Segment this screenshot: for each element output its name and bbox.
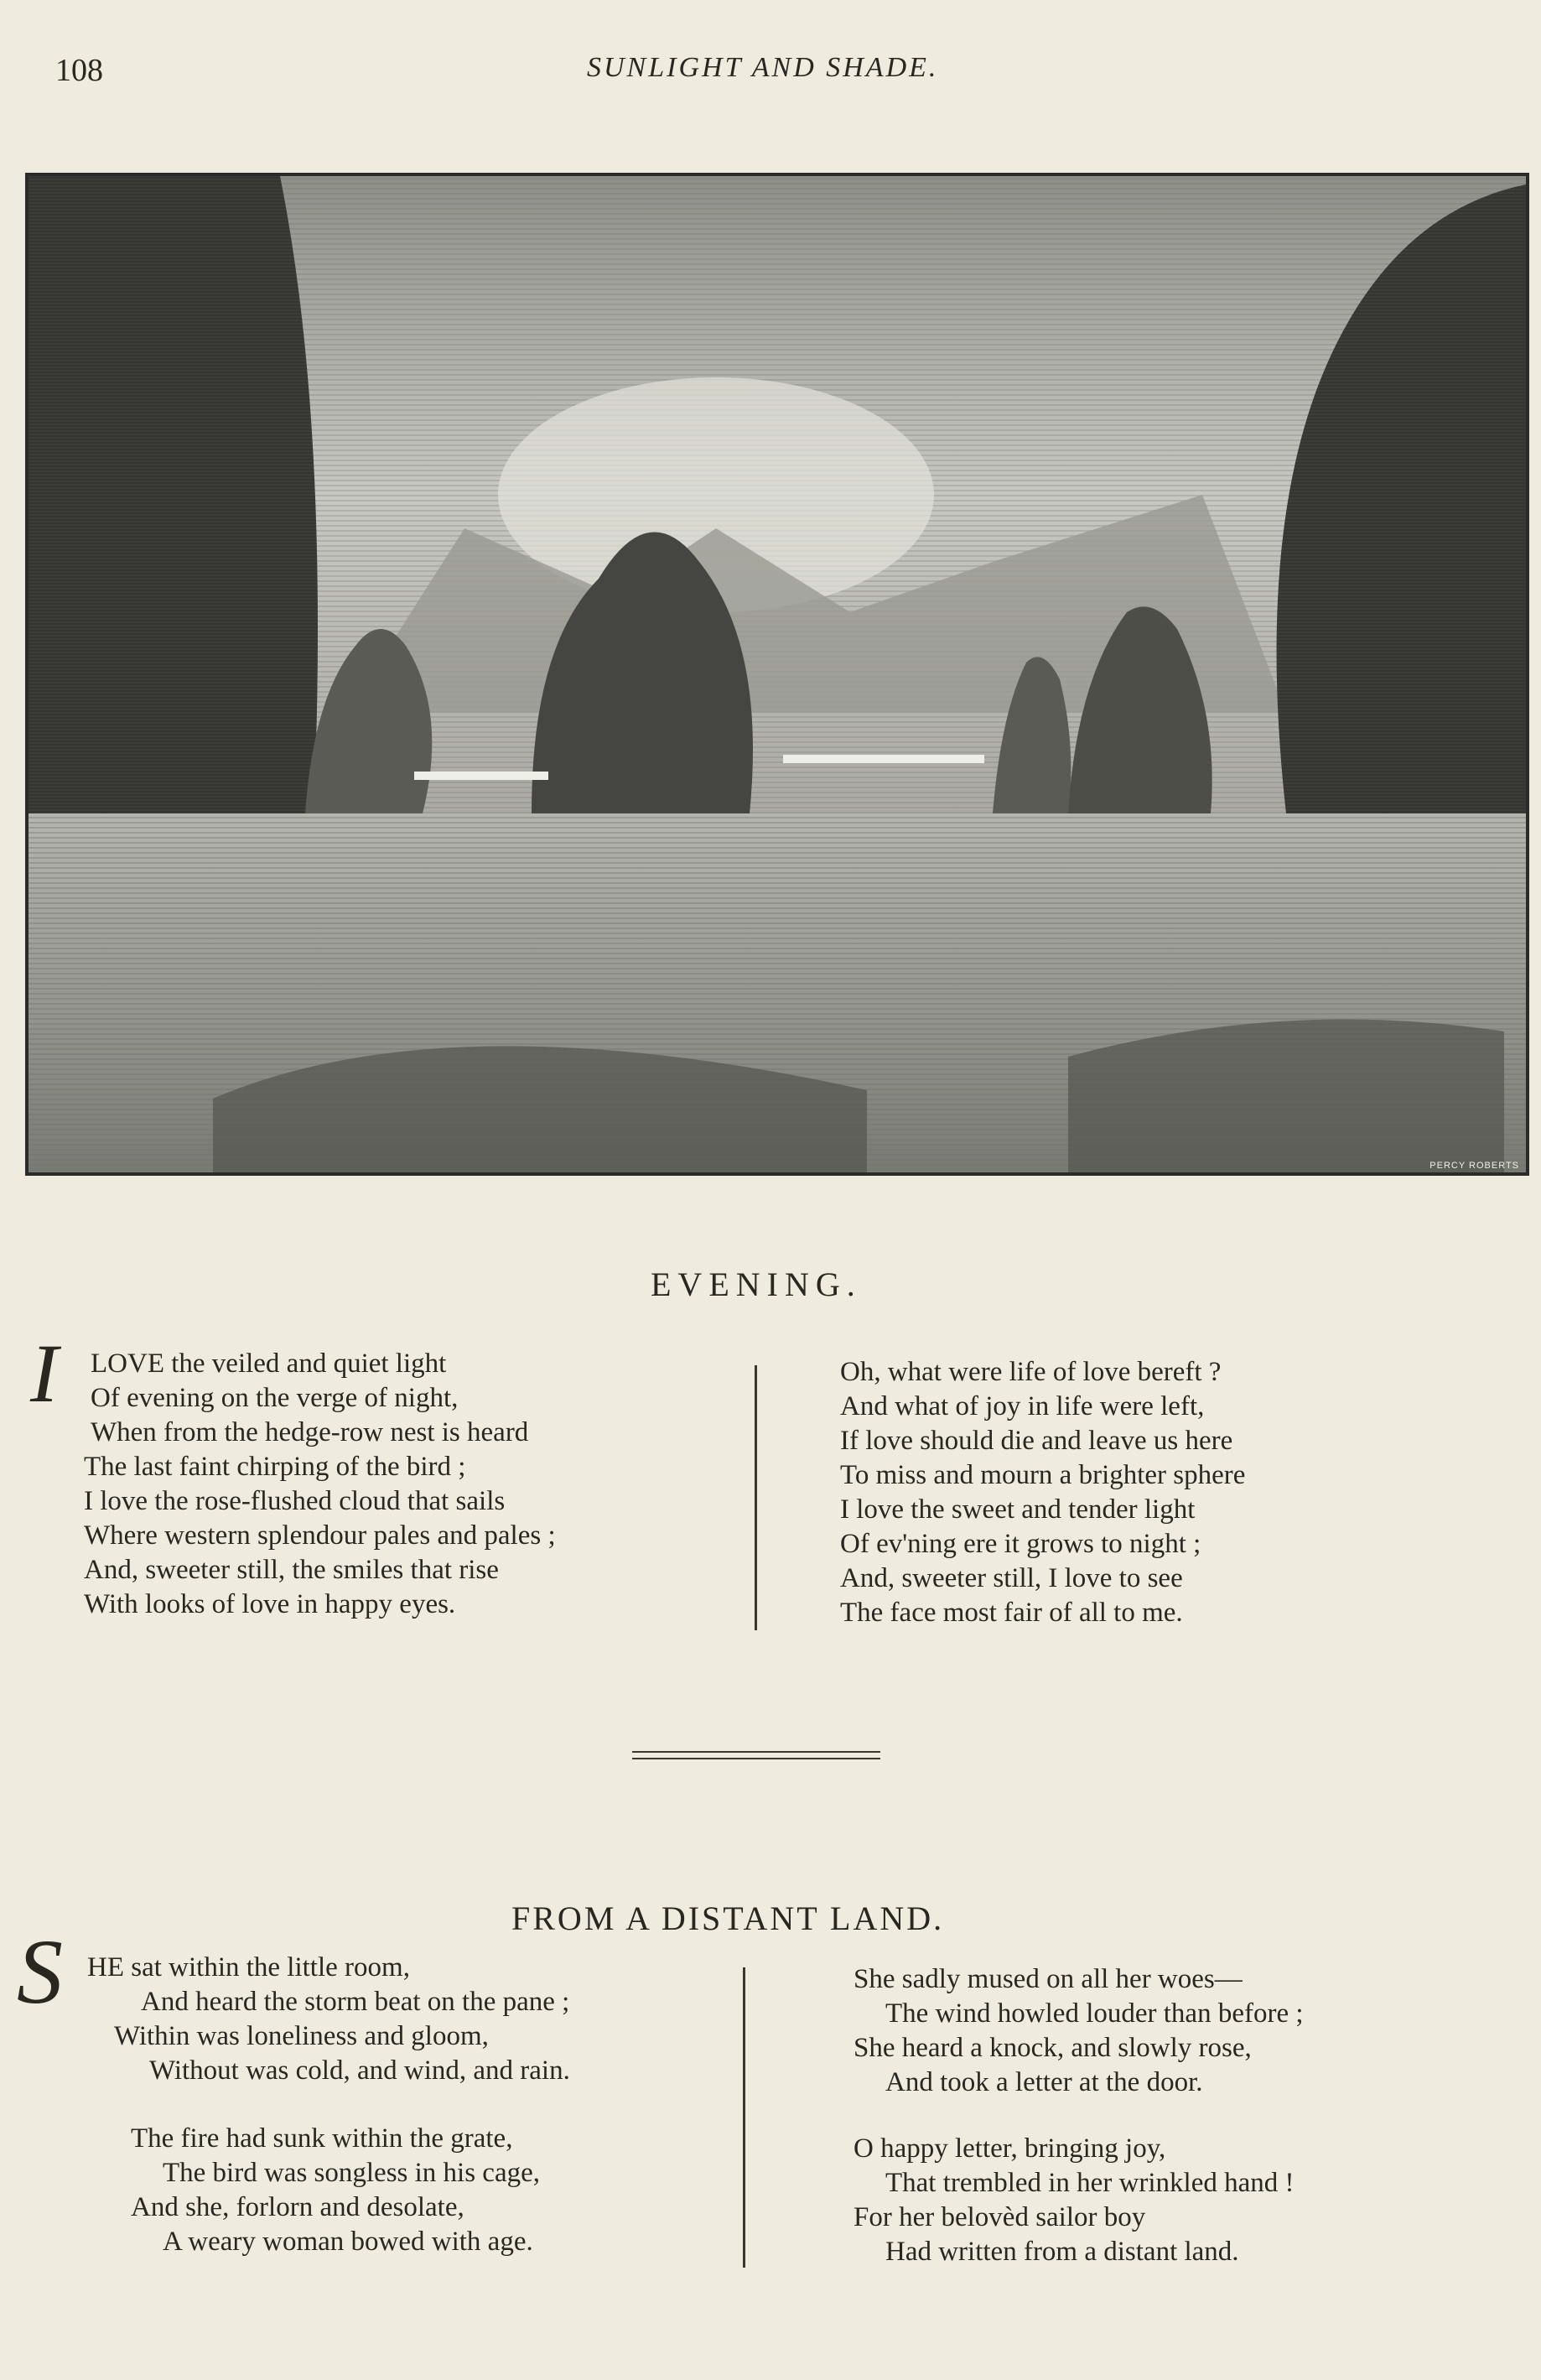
poem-line: Of ev'ning ere it grows to night ;: [840, 1529, 1201, 1559]
engraving-illustration: [25, 173, 1529, 1176]
poem-line: The last faint chirping of the bird ;: [84, 1452, 466, 1482]
drop-cap-i: I: [30, 1327, 59, 1420]
poem-line: When from the hedge-row nest is heard: [91, 1417, 529, 1447]
poem-line: To miss and mourn a brighter sphere: [840, 1460, 1246, 1490]
poem-line: Had written from a distant land.: [885, 2237, 1239, 2267]
distant-left-stanza-2: [131, 2122, 540, 2259]
section-divider: [632, 1751, 880, 1764]
page-number: 108: [55, 53, 103, 88]
poem-line: And, sweeter still, I love to see: [840, 1563, 1183, 1593]
poem-line: O happy letter, bringing joy,: [854, 2133, 1166, 2164]
poem-title-distant-land: FROM A DISTANT LAND.: [511, 1899, 945, 1937]
divider-line: [632, 1751, 880, 1753]
poem-line: I love the rose-flushed cloud that sails: [84, 1486, 506, 1516]
lake-landscape-engraving: [29, 176, 1526, 1172]
divider-line: [632, 1758, 880, 1759]
poem-line: The face most fair of all to me.: [840, 1598, 1183, 1628]
running-title: SUNLIGHT AND SHADE.: [587, 52, 939, 83]
poem-line: LOVE the veiled and quiet light: [91, 1348, 447, 1379]
poem-line: HE sat within the little room,: [87, 1952, 410, 1982]
poem-line: And she, forlorn and desolate,: [131, 2192, 464, 2222]
poem-line: For her belovèd sailor boy: [854, 2202, 1146, 2232]
distant-left-stanza-1: [87, 1951, 570, 2088]
poem-line: Oh, what were life of love bereft ?: [840, 1357, 1222, 1387]
poem-line: The fire had sunk within the grate,: [131, 2123, 513, 2154]
poem-line: That trembled in her wrinkled hand !: [885, 2168, 1295, 2198]
evening-right-column: [840, 1355, 1245, 1630]
poem-line: Without was cold, and wind, and rain.: [149, 2055, 570, 2086]
poem-line: And took a letter at the door.: [885, 2067, 1203, 2097]
poem-line: She heard a knock, and slowly rose,: [854, 2033, 1252, 2063]
poem-line: And, sweeter still, the smiles that rise: [84, 1555, 499, 1585]
column-rule: [743, 1967, 745, 2268]
distant-right-stanza-1: [854, 1962, 1304, 2100]
poem-line: Within was loneliness and gloom,: [114, 2021, 489, 2051]
poem-line: Of evening on the verge of night,: [91, 1383, 459, 1413]
evening-left-column: [84, 1347, 556, 1622]
poem-line: Where western splendour pales and pales ;: [84, 1520, 556, 1551]
poem-line: I love the sweet and tender light: [840, 1494, 1196, 1525]
poem-line: And heard the storm beat on the pane ;: [141, 1987, 570, 2017]
poem-line: A weary woman bowed with age.: [163, 2227, 533, 2257]
poem-line: If love should die and leave us here: [840, 1426, 1233, 1456]
poem-title-evening: EVENING.: [651, 1265, 862, 1303]
poem-line: The wind howled louder than before ;: [885, 1998, 1304, 2029]
poem-line: With looks of love in happy eyes.: [84, 1589, 456, 1619]
poem-line: The bird was songless in his cage,: [163, 2158, 540, 2188]
poem-line: She sadly mused on all her woes—: [854, 1964, 1243, 1994]
drop-cap-s: S: [17, 1920, 63, 2023]
engraver-credit: PERCY ROBERTS: [1429, 1161, 1519, 1171]
poem-line: And what of joy in life were left,: [840, 1391, 1205, 1421]
distant-right-stanza-2: [854, 2132, 1295, 2269]
column-rule: [755, 1365, 757, 1630]
